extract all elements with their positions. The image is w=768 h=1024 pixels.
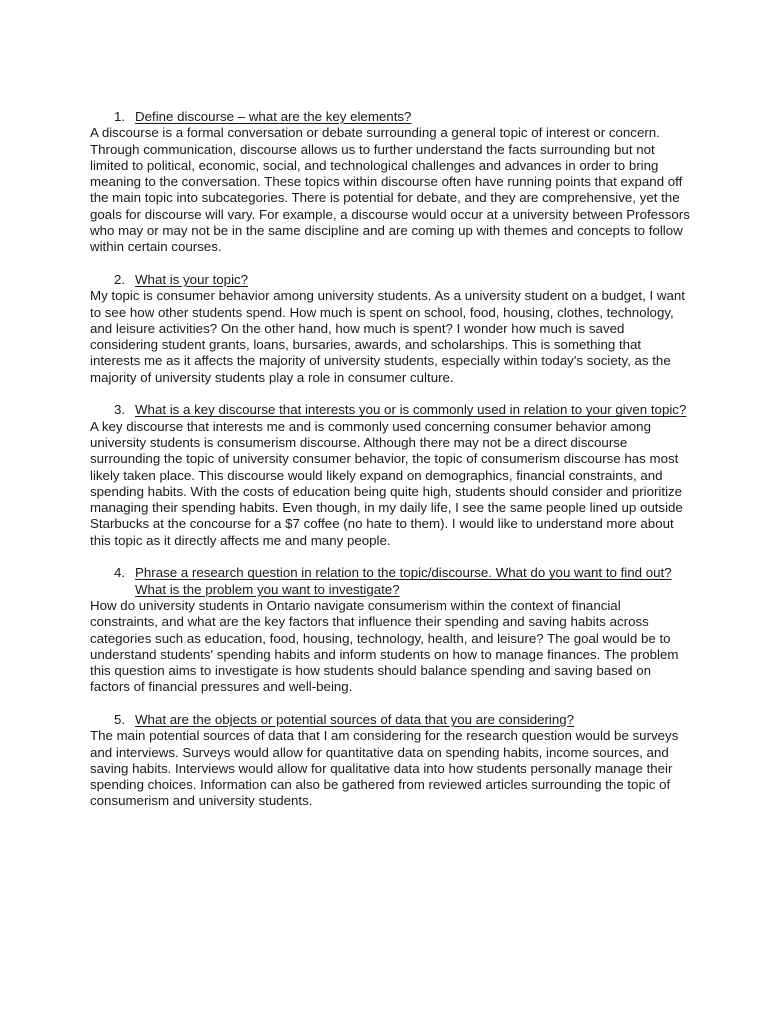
question-heading: Define discourse – what are the key elements? [135,109,412,124]
answer-paragraph: A discourse is a formal conversation or debate surrounding a general topic of interest or concern. Through communication, discourse allows us to further understand the facts surrounding but not limited to political, economic, social, and technological challenges and advances in order to bring meaning to the conversation. These topics within discourse often have running points that expand off the main topic into subcategories. There is potential for debate, and they are comprehensive, yet the goals for discourse will vary. For example, a discourse would occur at a university between Professors who may or may not be in the same discipline and are coming up with themes and concepts to follow within certain courses. [90,125,690,255]
question-item [90,565,690,598]
answer-paragraph: How do university students in Ontario navigate consumerism within the context of financial constraints, and what are the key factors that influence their spending and saving habits across categories such as education, food, housing, technology, health, and leisure? The goal would be to understand students' spending habits and inform students on how to manage finances. The problem this question aims to investigate is how students should balance spending and saving based on factors of financial pressures and well-being. [90,597,679,695]
answer-paragraph: The main potential sources of data that I am considering for the research question would be surveys and interviews. Surveys would allow for quantitative data on spending habits, income sources, and saving habits. Interviews would allow for qualitative data into how students personally manage their spending choices. Information can also be gathered from reviewed articles surrounding the topic of consumerism and university students. [90,728,679,809]
section-2 [90,272,690,386]
question-item [90,402,690,418]
section-1 [90,109,690,256]
question-heading: What is your topic? [135,271,249,287]
section-5 [90,712,690,810]
document-body [90,109,690,826]
section-3 [90,402,690,549]
question-number: 3. [114,402,126,418]
section-4 [90,565,690,695]
question-number: 4. [114,565,126,581]
question-number: 2. [114,271,126,287]
question-number: 5. [114,711,126,727]
answer-paragraph: My topic is consumer behavior among university students. As a university student on a budget, I want to see how other students spend. How much is spent on school, food, housing, clothes, technology, and leisure activities? On the other hand, how much is spent? I wonder how much is saved considering student grants, loans, bursaries, awards, and scholarships. This is something that interests me as it affects the majority of university students, especially within today's society, as the majority of university students play a role in consumer culture. [90,288,685,385]
question-item [90,712,690,728]
question-item [90,272,690,288]
answer-paragraph: A key discourse that interests me and is commonly used concerning consumer behavior among university students is consumerism discourse. Although there may not be a direct discourse surrounding the topic of university consumer behavior, the topic of consumerism discourse has most likely taken place. This discourse would likely expand on demographics, financial constraints, and spending habits. With the costs of education being quite high, students should consider and prioritize managing their spending habits. Even though, in my daily life, I see the same people lined up outside Starbucks at the concourse for a $7 coffee (no hate to them). I would like to understand more about this topic as it directly affects me and many people. [90,418,683,548]
question-number: 1. [114,109,126,124]
question-item [90,109,690,125]
question-heading: What is a key discourse that interests you or is commonly used in relation to your given topic? [135,402,687,418]
question-heading: Phrase a research question in relation to the topic/discourse. What do you want to find out? What is the problem you want to investigate? [135,565,672,597]
question-heading: What are the objects or potential sources of data that you are considering? [135,711,575,727]
